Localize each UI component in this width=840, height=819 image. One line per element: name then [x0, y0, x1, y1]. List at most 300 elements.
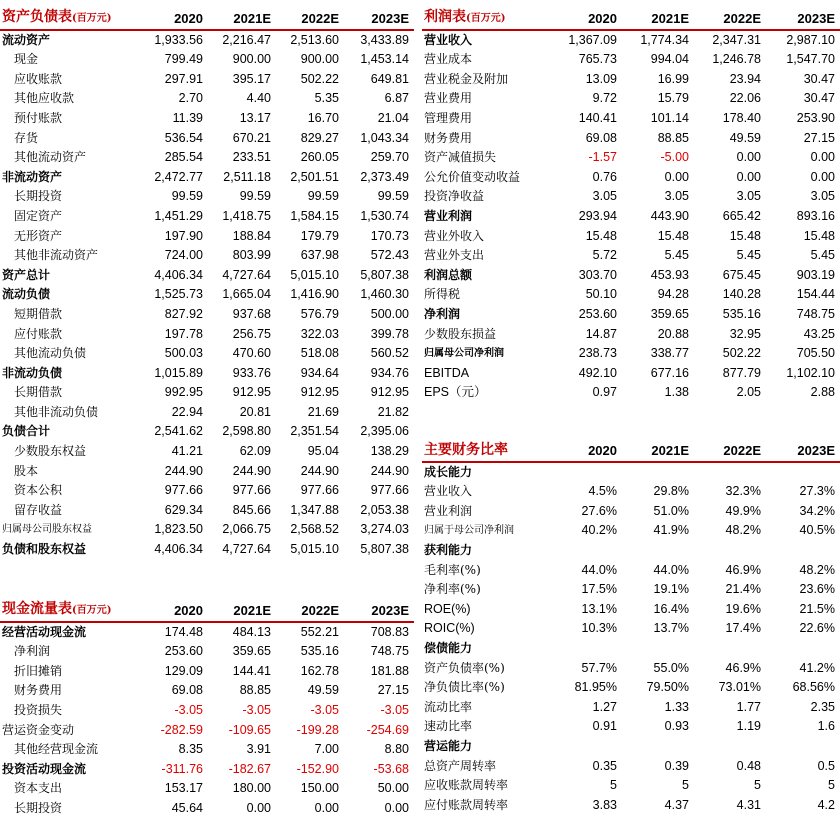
- cashflow-title: [0, 600, 140, 622]
- income-row: [422, 325, 840, 345]
- income-row-value: 5.45: [810, 248, 835, 263]
- ratios-row-value: 5: [682, 778, 689, 793]
- balance-row-value: 2,501.51: [290, 169, 339, 184]
- ratios-row-value: 1.27: [592, 699, 617, 714]
- income-row-value: 2,347.31: [712, 32, 761, 47]
- cashflow-row-value: 3.91: [246, 742, 271, 757]
- ratios-row-value: 5: [754, 778, 761, 793]
- balance-row-value: 197.90: [164, 228, 203, 243]
- ratios-row: [422, 639, 840, 659]
- balance-row-value: 5,015.10: [290, 267, 339, 282]
- balance-row-value: 4,727.64: [222, 542, 271, 557]
- cashflow-row: [0, 622, 414, 643]
- cashflow-row-label: 其他经营现金流: [14, 742, 99, 757]
- ratios-row-value: 4.2: [817, 797, 835, 812]
- ratios-row-value: 81.95%: [574, 680, 617, 695]
- balance-row-label: 预付账款: [14, 110, 63, 125]
- income-row-value: 0.00: [736, 150, 761, 165]
- ratios-row-value: 40.5%: [799, 523, 835, 538]
- income-row-value: 0.00: [810, 169, 835, 184]
- cashflow-row-value: 180.00: [232, 781, 271, 796]
- income-row-value: 3.05: [810, 189, 835, 204]
- income-row: [422, 285, 840, 305]
- balance-row-label: 股本: [14, 463, 39, 478]
- ratios-row-value: 1.77: [736, 699, 761, 714]
- cashflow-year-header: 2021E: [208, 600, 276, 622]
- ratios-row: [422, 462, 840, 483]
- balance-row-value: 2.70: [178, 91, 203, 106]
- balance-row-label: 短期借款: [14, 306, 63, 321]
- income-unit: (百万元): [466, 13, 506, 24]
- ratios-row-label: 资产负债率(%): [424, 660, 505, 675]
- ratios-row-value: 0.5: [817, 758, 835, 773]
- balance-unit: (百万元): [72, 13, 112, 24]
- ratios-row: [422, 659, 840, 679]
- cashflow-row-value: 129.09: [164, 663, 203, 678]
- balance-row-value: 1,453.14: [360, 52, 409, 67]
- ratios-row-value: 55.0%: [653, 660, 689, 675]
- balance-row-value: 99.59: [307, 189, 339, 204]
- balance-row-label: 其他非流动负债: [14, 404, 99, 419]
- income-row-label: 净利润: [424, 306, 461, 321]
- ratios-row-value: 44.0%: [653, 562, 689, 577]
- cashflow-row-label: 投资损失: [14, 702, 63, 717]
- ratios-row-label: 毛利率(%): [424, 562, 481, 577]
- balance-row-value: 322.03: [300, 326, 339, 341]
- ratios-row-value: 16.4%: [653, 601, 689, 616]
- balance-row-value: 977.66: [300, 483, 339, 498]
- balance-row-value: 724.00: [164, 248, 203, 263]
- income-row-value: 492.10: [578, 365, 617, 380]
- balance-row-value: 5,807.38: [360, 267, 409, 282]
- ratios-row: [422, 737, 840, 757]
- balance-year-header: 2023E: [344, 8, 414, 30]
- income-row-value: 69.08: [585, 130, 617, 145]
- ratios-row-value: [694, 639, 766, 659]
- income-row-value: 30.47: [803, 71, 835, 86]
- income-row-value: 877.79: [722, 365, 761, 380]
- ratios-row-label: 速动比率: [424, 719, 473, 734]
- balance-row-value: 1,530.74: [360, 208, 409, 223]
- ratios-row-value: 41.2%: [799, 660, 835, 675]
- cashflow-row-value: 253.60: [164, 644, 203, 659]
- income-row-value: 15.48: [729, 228, 761, 243]
- balance-row-value: 233.51: [232, 150, 271, 165]
- ratios-row-value: 17.4%: [725, 621, 761, 636]
- ratios-row: [422, 600, 840, 620]
- balance-row: [0, 501, 414, 521]
- balance-row-value: 2,541.62: [154, 424, 203, 439]
- income-row-label: 投资净收益: [424, 189, 485, 204]
- ratios-row-value: 0.35: [592, 758, 617, 773]
- cashflow-row-label: 资本支出: [14, 781, 63, 796]
- balance-row-label: 负债和股东权益: [2, 542, 87, 557]
- income-row-value: 27.15: [803, 130, 835, 145]
- balance-row-label: 应收账款: [14, 71, 63, 86]
- balance-row-value: 244.90: [370, 463, 409, 478]
- ratios-row: [422, 482, 840, 502]
- ratios-row-label: 营业利润: [424, 503, 473, 518]
- balance-row-value: 1,043.34: [360, 130, 409, 145]
- balance-row-value: 256.75: [232, 326, 271, 341]
- cashflow-row-value: -3.05: [242, 702, 271, 717]
- cashflow-year-header: 2020: [140, 600, 208, 622]
- ratios-row-label: 获利能力: [424, 542, 473, 557]
- cashflow-row-value: -199.28: [296, 722, 339, 737]
- income-row-value: 359.65: [650, 306, 689, 321]
- ratios-row-value: [622, 639, 694, 659]
- ratios-row-value: 10.3%: [581, 621, 617, 636]
- balance-row-value: 13.17: [239, 110, 271, 125]
- income-row-value: 677.16: [650, 365, 689, 380]
- cashflow-row-value: -3.05: [310, 702, 339, 717]
- ratios-row-value: 2.35: [810, 699, 835, 714]
- balance-row-value: 803.99: [232, 248, 271, 263]
- income-row-label: 营业税金及附加: [424, 71, 509, 86]
- ratios-row: [422, 698, 840, 718]
- income-row-label: 财务费用: [424, 130, 473, 145]
- cashflow-row-value: 162.78: [300, 663, 339, 678]
- ratios-row-value: [694, 737, 766, 757]
- cashflow-row-value: 0.00: [246, 800, 271, 815]
- balance-row-label: 无形资产: [14, 228, 63, 243]
- balance-row-label: 应付账款: [14, 326, 63, 341]
- income-row-value: 338.77: [650, 346, 689, 361]
- balance-row-value: 21.69: [307, 404, 339, 419]
- balance-row-value: 2,351.54: [290, 424, 339, 439]
- ratios-row: [422, 678, 840, 698]
- balance-row-label: 其他流动资产: [14, 150, 87, 165]
- income-row-label: 资产减值损失: [424, 150, 497, 165]
- income-row-value: 303.70: [578, 267, 617, 282]
- ratios-row: [422, 561, 840, 581]
- balance-row: [0, 285, 414, 305]
- balance-row-label: 非流动负债: [2, 365, 63, 380]
- cashflow-row: [0, 662, 414, 682]
- income-row-value: 453.93: [650, 267, 689, 282]
- balance-row-value: 20.81: [239, 404, 271, 419]
- balance-row-value: 5,807.38: [360, 542, 409, 557]
- income-row-value: 0.76: [592, 169, 617, 184]
- income-row: [422, 246, 840, 266]
- income-row-label: 营业费用: [424, 91, 473, 106]
- income-row-value: 13.09: [585, 71, 617, 86]
- cashflow-row-label: 净利润: [14, 644, 51, 659]
- ratios-row-value: 34.2%: [799, 503, 835, 518]
- ratios-row-value: 1.33: [664, 699, 689, 714]
- income-row: [422, 89, 840, 109]
- balance-row-value: 934.64: [300, 365, 339, 380]
- income-row-value: 903.19: [796, 267, 835, 282]
- cashflow-row-value: 181.88: [370, 663, 409, 678]
- ratios-row-value: 0.48: [736, 758, 761, 773]
- balance-row-value: 399.78: [370, 326, 409, 341]
- balance-row-value: 2,066.75: [222, 522, 271, 537]
- balance-row-value: 1,418.75: [222, 208, 271, 223]
- balance-row-value: 170.73: [370, 228, 409, 243]
- income-row-value: 49.59: [729, 130, 761, 145]
- balance-row-value: 2,511.18: [223, 169, 271, 184]
- balance-row-label: 留存收益: [14, 502, 63, 517]
- cashflow-row-label: 财务费用: [14, 683, 63, 698]
- ratios-row-label: 应付账款周转率: [424, 797, 509, 812]
- cashflow-row-value: 69.08: [171, 683, 203, 698]
- balance-row-value: 1,525.73: [154, 287, 203, 302]
- balance-row-value: 99.59: [377, 189, 409, 204]
- balance-row-value: 2,568.52: [290, 522, 339, 537]
- income-row: [422, 207, 840, 227]
- cashflow-row-value: 552.21: [300, 624, 339, 639]
- balance-row: [0, 305, 414, 325]
- balance-row-label: 其他应收款: [14, 91, 75, 106]
- income-row: [422, 364, 840, 384]
- income-row-value: 154.44: [796, 287, 835, 302]
- income-row: [422, 50, 840, 70]
- cashflow-row-value: 8.35: [178, 742, 203, 757]
- balance-row-value: 934.76: [370, 365, 409, 380]
- balance-header-row: [0, 8, 414, 30]
- cashflow-row-value: -282.59: [160, 722, 203, 737]
- ratios-row-value: [622, 541, 694, 561]
- balance-row: [0, 442, 414, 462]
- cashflow-row-value: 0.00: [384, 800, 409, 815]
- balance-row: [0, 422, 414, 442]
- cashflow-row-value: 150.00: [300, 781, 339, 796]
- ratios-row-value: 46.9%: [725, 562, 761, 577]
- balance-row-value: 1,460.30: [360, 287, 409, 302]
- ratios-year-header: 2020: [552, 441, 622, 462]
- ratios-row-value: 46.9%: [725, 660, 761, 675]
- income-row-value: 994.04: [650, 52, 689, 67]
- balance-row-label: 长期投资: [14, 189, 63, 204]
- ratios-panel: [422, 441, 835, 815]
- balance-row-value: 2,373.49: [360, 169, 409, 184]
- ratios-row-label: 归属于母公司净利润: [424, 525, 514, 537]
- income-title-text: 利润表: [424, 9, 466, 25]
- ratios-row-value: 27.3%: [799, 484, 835, 499]
- cashflow-row-value: 7.00: [314, 742, 339, 757]
- ratios-row: [422, 521, 840, 541]
- income-year-header: 2020: [552, 8, 622, 30]
- balance-row-value: 637.98: [300, 248, 339, 263]
- balance-row-value: 244.90: [164, 463, 203, 478]
- income-row: [422, 305, 840, 325]
- balance-year-header: 2021E: [208, 8, 276, 30]
- balance-row: [0, 520, 414, 540]
- balance-row: [0, 344, 414, 364]
- ratios-row: [422, 619, 840, 639]
- ratios-row-value: [766, 737, 840, 757]
- income-row: [422, 30, 840, 51]
- ratios-row-label: 成长能力: [424, 464, 473, 479]
- balance-row-value: 502.22: [300, 71, 339, 86]
- cashflow-header-row: [0, 600, 414, 622]
- ratios-row-value: 57.7%: [581, 660, 617, 675]
- income-row-label: 管理费用: [424, 110, 473, 125]
- balance-row-label: 长期借款: [14, 385, 63, 400]
- balance-row-value: 285.54: [164, 150, 203, 165]
- income-row-label: 营业收入: [424, 32, 473, 47]
- cashflow-row-value: -109.65: [228, 722, 271, 737]
- balance-row-value: 576.79: [300, 306, 339, 321]
- ratios-row-label: ROIC(%): [424, 621, 475, 636]
- ratios-row-label: 营业收入: [424, 484, 473, 499]
- income-row-value: 1,246.78: [712, 52, 761, 67]
- balance-row-label: 固定资产: [14, 208, 63, 223]
- cashflow-row: [0, 740, 414, 760]
- balance-row: [0, 207, 414, 227]
- balance-row-label: 流动负债: [2, 287, 51, 302]
- income-row-value: 675.45: [722, 267, 761, 282]
- balance-row: [0, 246, 414, 266]
- income-row-value: 5.45: [736, 248, 761, 263]
- balance-row-value: 500.00: [370, 306, 409, 321]
- cashflow-unit: (百万元): [72, 605, 112, 616]
- income-row-label: 利润总额: [424, 267, 473, 282]
- balance-row-value: 829.27: [300, 130, 339, 145]
- cashflow-row-label: 经营活动现金流: [2, 624, 87, 639]
- balance-row-value: 1,933.56: [154, 32, 203, 47]
- balance-row-value: 395.17: [232, 71, 271, 86]
- ratios-row-value: 0.91: [592, 719, 617, 734]
- income-row: [422, 383, 840, 403]
- balance-row: [0, 168, 414, 188]
- ratios-row: [422, 717, 840, 737]
- income-row-value: 3.05: [736, 189, 761, 204]
- cashflow-row-value: -311.76: [161, 761, 203, 776]
- income-year-header: 2021E: [622, 8, 694, 30]
- balance-row: [0, 227, 414, 247]
- ratios-row-value: 48.2%: [799, 562, 835, 577]
- cashflow-row-value: 708.83: [370, 624, 409, 639]
- income-row-value: 1.38: [664, 385, 689, 400]
- ratios-row: [422, 580, 840, 600]
- ratios-row-value: 49.9%: [725, 503, 761, 518]
- cashflow-row-value: -3.05: [174, 702, 203, 717]
- balance-row-value: 572.43: [370, 248, 409, 263]
- income-row-value: 94.28: [657, 287, 689, 302]
- cashflow-row-value: 153.17: [164, 781, 203, 796]
- balance-row-value: 6.87: [384, 91, 409, 106]
- balance-year-header: 2022E: [276, 8, 344, 30]
- ratios-row: [422, 502, 840, 522]
- cashflow-table: [0, 600, 414, 819]
- income-row-value: 3.05: [664, 189, 689, 204]
- income-row-value: 705.50: [796, 346, 835, 361]
- balance-row: [0, 187, 414, 207]
- income-row-value: 2.88: [810, 385, 835, 400]
- income-row-value: 748.75: [796, 306, 835, 321]
- balance-row-value: 2,216.47: [222, 32, 271, 47]
- cashflow-row-value: 359.65: [232, 644, 271, 659]
- income-row-value: 0.00: [736, 169, 761, 184]
- balance-row: [0, 403, 414, 423]
- ratios-row-value: [622, 737, 694, 757]
- cashflow-row-value: 45.64: [171, 800, 203, 815]
- income-row-value: 502.22: [722, 346, 761, 361]
- cashflow-panel: [0, 600, 414, 819]
- ratios-row-value: 68.56%: [792, 680, 835, 695]
- income-row-value: 2,987.10: [786, 32, 835, 47]
- ratios-row-value: [552, 462, 622, 483]
- income-row-value: 535.16: [722, 306, 761, 321]
- balance-title-text: 资产负债表: [2, 9, 72, 25]
- income-year-header: 2022E: [694, 8, 766, 30]
- balance-row-value: 4.40: [246, 91, 271, 106]
- cashflow-year-header: 2023E: [344, 600, 414, 622]
- income-row-label: 营业利润: [424, 208, 473, 223]
- income-row-value: 88.85: [657, 130, 689, 145]
- ratios-row-value: 51.0%: [653, 503, 689, 518]
- balance-row-value: 912.95: [300, 385, 339, 400]
- cashflow-row-value: 8.80: [384, 742, 409, 757]
- cashflow-row-value: 174.48: [164, 624, 203, 639]
- ratios-row-value: 44.0%: [581, 562, 617, 577]
- balance-row-label: 负债合计: [2, 424, 51, 439]
- ratios-row-value: [552, 541, 622, 561]
- income-row-label: 公允价值变动收益: [424, 169, 521, 184]
- ratios-row-value: [766, 462, 840, 483]
- ratios-year-header: 2023E: [766, 441, 840, 462]
- cashflow-row-value: 49.59: [307, 683, 339, 698]
- balance-row-value: 1,416.90: [290, 287, 339, 302]
- cashflow-row-value: 484.13: [232, 624, 271, 639]
- balance-row: [0, 383, 414, 403]
- ratios-title-text: 主要财务比率: [424, 442, 508, 458]
- balance-row-value: 827.92: [164, 306, 203, 321]
- balance-row-value: 912.95: [370, 385, 409, 400]
- ratios-row-label: 流动比率: [424, 699, 473, 714]
- income-row-value: 15.48: [657, 228, 689, 243]
- balance-row: [0, 50, 414, 70]
- income-row-label: EPS（元）: [424, 385, 487, 400]
- ratios-row: [422, 541, 840, 561]
- income-row-value: 50.10: [585, 287, 617, 302]
- income-row-value: 293.94: [578, 208, 617, 223]
- balance-row-value: 500.03: [164, 346, 203, 361]
- balance-row-value: 5.35: [314, 91, 339, 106]
- balance-row: [0, 266, 414, 286]
- balance-row-value: 260.05: [300, 150, 339, 165]
- balance-row-value: 992.95: [164, 385, 203, 400]
- balance-row: [0, 462, 414, 482]
- balance-row-value: 99.59: [239, 189, 271, 204]
- ratios-row-value: 5: [828, 778, 835, 793]
- ratios-row-value: 5: [610, 778, 617, 793]
- balance-row: [0, 89, 414, 109]
- balance-row-value: 138.29: [370, 444, 409, 459]
- ratios-row-value: 73.01%: [718, 680, 761, 695]
- income-row-value: 178.40: [722, 110, 761, 125]
- balance-row-value: 977.66: [370, 483, 409, 498]
- ratios-row-label: 总资产周转率: [424, 758, 497, 773]
- ratios-row-value: 21.5%: [799, 601, 835, 616]
- income-row: [422, 227, 840, 247]
- income-row-value: 1,774.34: [640, 32, 689, 47]
- income-row: [422, 344, 840, 364]
- cashflow-row-value: 535.16: [300, 644, 339, 659]
- income-header-row: [422, 8, 840, 30]
- cashflow-row-value: -152.90: [296, 761, 339, 776]
- cashflow-title-text: 现金流量表: [2, 601, 72, 617]
- balance-row-value: 188.84: [232, 228, 271, 243]
- balance-row-value: 4,727.64: [222, 267, 271, 282]
- balance-sheet-panel: [0, 8, 414, 560]
- income-row-value: 15.48: [803, 228, 835, 243]
- ratios-row-label: 净负债比率(%): [424, 680, 505, 695]
- ratios-row-value: [694, 541, 766, 561]
- income-row-value: 0.00: [664, 169, 689, 184]
